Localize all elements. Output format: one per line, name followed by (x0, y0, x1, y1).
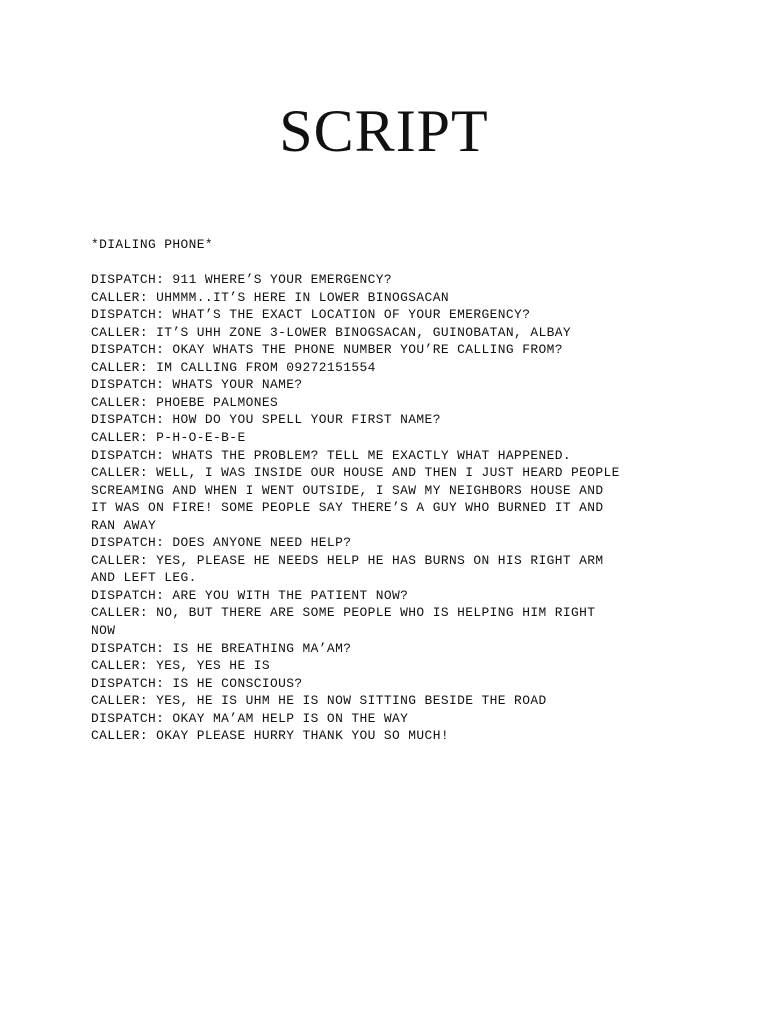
dialogue-line: CALLER: YES, YES HE IS (91, 658, 270, 674)
script-body (91, 236, 691, 745)
dialogue-line: CALLER: IT’S UHH ZONE 3-LOWER BINOGSACAN, GUINOBATAN, ALBAY (91, 324, 572, 340)
dialogue-line: SCREAMING AND WHEN I WENT OUTSIDE, I SAW MY NEIGHBORS HOUSE AND (91, 482, 604, 498)
blank-line (91, 254, 691, 272)
dialogue-line: CALLER: WELL, I WAS INSIDE OUR HOUSE AND THEN I JUST HEARD PEOPLE (91, 465, 620, 481)
dialogue-line: CALLER: OKAY PLEASE HURRY THANK YOU SO MUCH! (91, 728, 449, 744)
dialogue-line: AND LEFT LEG. (91, 570, 197, 586)
dialogue-line: CALLER: YES, PLEASE HE NEEDS HELP HE HAS BURNS ON HIS RIGHT ARM (91, 552, 604, 568)
dialogue-line: DISPATCH: WHAT’S THE EXACT LOCATION OF YOUR EMERGENCY? (91, 307, 531, 323)
dialogue-line: CALLER: YES, HE IS UHM HE IS NOW SITTING BESIDE THE ROAD (91, 693, 547, 709)
dialogue-line: DISPATCH: WHATS YOUR NAME? (91, 377, 303, 393)
dialogue-line: CALLER: IM CALLING FROM 09272151554 (91, 359, 376, 375)
dialogue-line: DISPATCH: WHATS THE PROBLEM? TELL ME EXACTLY WHAT HAPPENED. (91, 447, 572, 463)
dialogue-line: DISPATCH: HOW DO YOU SPELL YOUR FIRST NAME? (91, 412, 441, 428)
dialogue-line: DISPATCH: IS HE CONSCIOUS? (91, 675, 303, 691)
page-title: SCRIPT (279, 98, 489, 164)
dialogue-line: DISPATCH: 911 WHERE’S YOUR EMERGENCY? (91, 272, 393, 288)
dialogue-line: DISPATCH: DOES ANYONE NEED HELP? (91, 535, 352, 551)
dialogue-line: DISPATCH: OKAY WHATS THE PHONE NUMBER YOU’RE CALLING FROM? (91, 342, 563, 358)
dialogue-line: DISPATCH: IS HE BREATHING MA’AM? (91, 640, 352, 656)
dialogue-line: CALLER: PHOEBE PALMONES (91, 394, 279, 410)
dialogue-line: NOW (91, 623, 116, 639)
dialogue-line: DISPATCH: OKAY MA’AM HELP IS ON THE WAY (91, 710, 409, 726)
dialogue-line: DISPATCH: ARE YOU WITH THE PATIENT NOW? (91, 587, 409, 603)
dialogue-line: CALLER: UHMMM..IT’S HERE IN LOWER BINOGSACAN (91, 289, 449, 305)
stage-direction: *DIALING PHONE* (91, 237, 214, 252)
dialogue-line: CALLER: NO, BUT THERE ARE SOME PEOPLE WHO IS HELPING HIM RIGHT (91, 605, 596, 621)
dialogue-line: IT WAS ON FIRE! SOME PEOPLE SAY THERE’S A GUY WHO BURNED IT AND (91, 500, 604, 516)
dialogue-line: RAN AWAY (91, 517, 157, 533)
dialogue-line: CALLER: P-H-O-E-B-E (91, 430, 246, 446)
